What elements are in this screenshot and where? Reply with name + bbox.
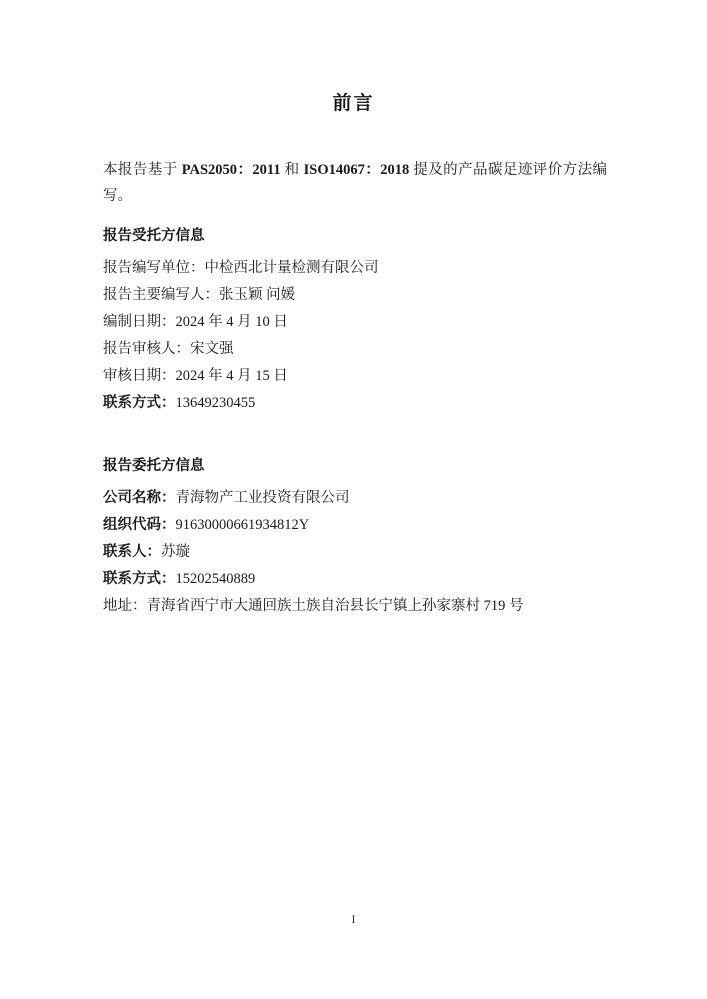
section-heading-consignee: 报告受托方信息 — [103, 228, 205, 244]
field-label: 报告编写单位： — [103, 260, 205, 276]
intro-prefix: 本报告基于 — [103, 162, 182, 178]
field-row — [103, 390, 607, 417]
consignee-field-list — [103, 255, 607, 417]
standard-pas2050: PAS2050：2011 — [181, 162, 281, 178]
field-label: 联系方式： — [103, 571, 176, 587]
field-value: 2024 年 4 月 10 日 — [175, 314, 288, 330]
page-number: I — [351, 912, 356, 926]
field-row — [103, 539, 607, 566]
field-row — [103, 336, 607, 363]
field-value: 苏璇 — [161, 544, 190, 560]
section-heading-client: 报告委托方信息 — [103, 458, 205, 474]
field-label: 编制日期： — [103, 314, 176, 330]
field-value: 张玉颖 问媛 — [219, 287, 296, 303]
field-label: 报告主要编写人： — [103, 287, 219, 303]
field-label: 报告审核人： — [103, 341, 190, 357]
intro-paragraph — [103, 157, 607, 209]
page-title: 前言 — [332, 93, 375, 114]
client-field-list — [103, 485, 607, 620]
field-row — [103, 255, 607, 282]
field-value: 2024 年 4 月 15 日 — [175, 368, 288, 384]
field-value: 13649230455 — [175, 395, 256, 411]
document-body — [0, 115, 707, 620]
field-value: 青海省西宁市大通回族土族自治县长宁镇上孙家寨村 719 号 — [146, 598, 524, 614]
field-label: 组织代码： — [103, 517, 176, 533]
field-row — [103, 309, 607, 336]
intro-suffix: 提及的产品碳足迹评价方法编写。 — [103, 162, 607, 204]
field-row — [103, 282, 607, 309]
field-row — [103, 593, 607, 620]
field-value: 15202540889 — [175, 571, 256, 587]
field-label: 审核日期： — [103, 368, 176, 384]
field-value: 宋文强 — [190, 341, 234, 357]
field-label: 公司名称： — [103, 490, 176, 506]
field-row — [103, 485, 607, 512]
field-row — [103, 512, 607, 539]
field-row — [103, 566, 607, 593]
field-value: 91630000661934812Y — [175, 517, 310, 533]
field-label: 联系方式： — [103, 395, 176, 411]
field-label: 联系人： — [103, 544, 161, 560]
field-value: 中检西北计量检测有限公司 — [204, 260, 379, 276]
field-label: 地址： — [103, 598, 147, 614]
standard-iso14067: ISO14067：2018 — [303, 162, 410, 178]
field-value: 青海物产工业投资有限公司 — [175, 490, 350, 506]
intro-conjunction: 和 — [280, 162, 304, 178]
field-row — [103, 363, 607, 390]
